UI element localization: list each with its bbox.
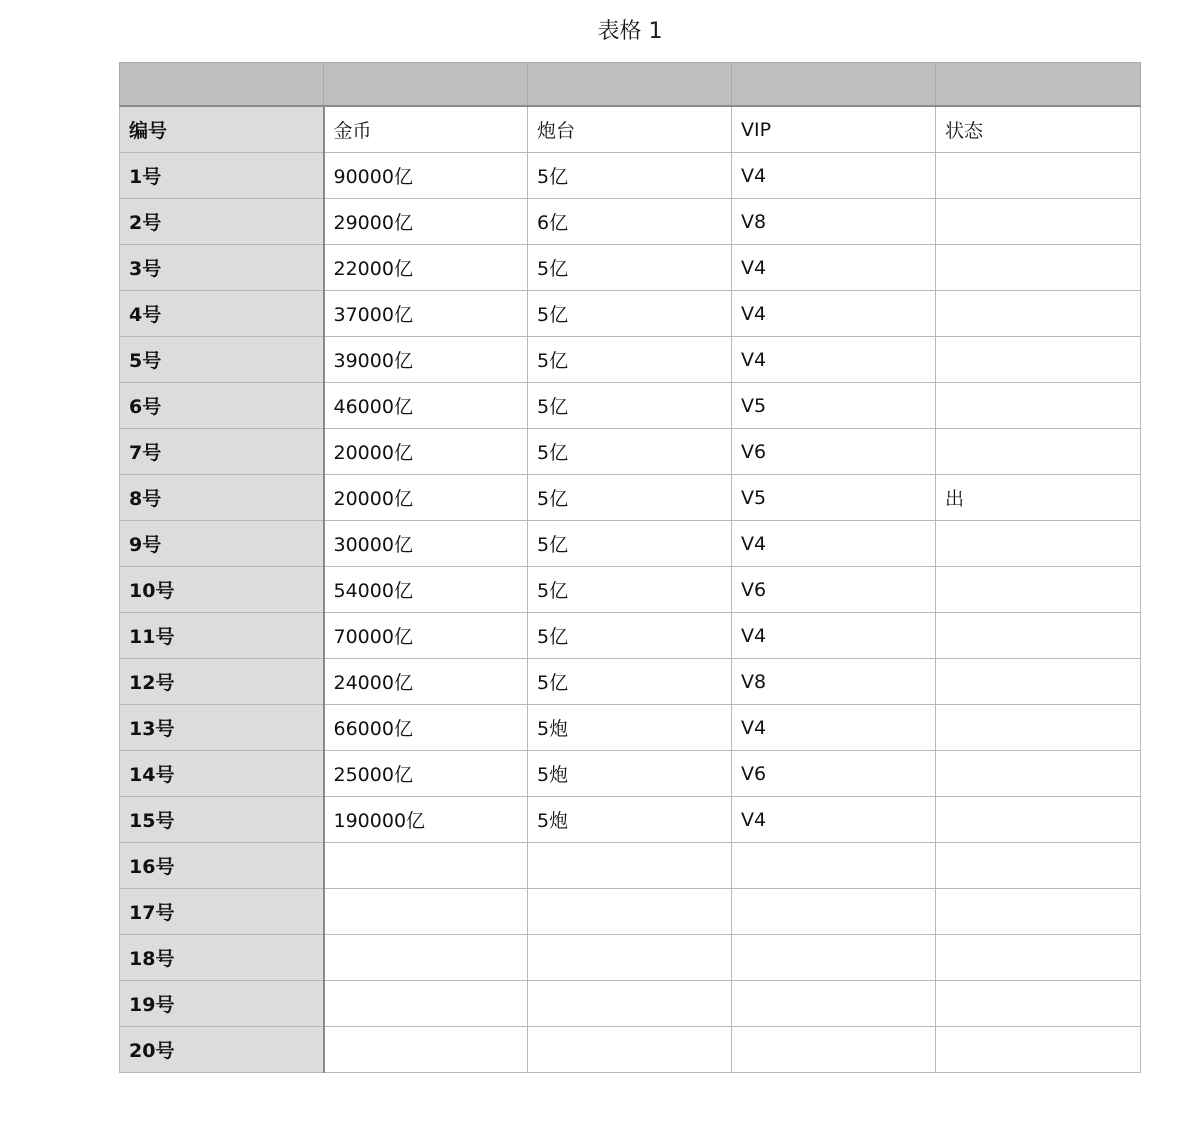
table-row — [120, 291, 1141, 337]
cell-cannon[interactable] — [528, 1027, 732, 1073]
cell-id[interactable]: 8号 — [120, 475, 324, 521]
table-row — [120, 843, 1141, 889]
band-cell[interactable] — [528, 63, 732, 107]
header-cell-cannon[interactable]: 炮台 — [528, 106, 732, 153]
header-band-row — [120, 63, 1141, 107]
cell-coins[interactable]: 66000亿 — [324, 705, 528, 751]
table-row — [120, 383, 1141, 429]
cell-id[interactable]: 6号 — [120, 383, 324, 429]
cell-cannon[interactable] — [528, 981, 732, 1027]
cell-vip[interactable]: V8 — [732, 199, 936, 245]
cell-status[interactable] — [936, 935, 1141, 981]
cell-cannon[interactable]: 5炮 — [528, 797, 732, 843]
table-row — [120, 751, 1141, 797]
cell-vip[interactable]: V8 — [732, 659, 936, 705]
table-row — [120, 429, 1141, 475]
header-cell-vip[interactable]: VIP — [732, 106, 936, 153]
cell-vip[interactable] — [732, 889, 936, 935]
cell-status[interactable] — [936, 337, 1141, 383]
cell-cannon[interactable]: 5亿 — [528, 613, 732, 659]
cell-cannon[interactable] — [528, 935, 732, 981]
table-row — [120, 1027, 1141, 1073]
header-cell-id[interactable]: 编号 — [120, 106, 324, 153]
cell-status[interactable] — [936, 521, 1141, 567]
cell-cannon[interactable]: 5亿 — [528, 337, 732, 383]
cell-id[interactable]: 1号 — [120, 153, 324, 199]
table-row — [120, 935, 1141, 981]
cell-coins[interactable]: 54000亿 — [324, 567, 528, 613]
cell-id[interactable]: 16号 — [120, 843, 324, 889]
cell-id[interactable]: 14号 — [120, 751, 324, 797]
cell-vip[interactable]: V4 — [732, 153, 936, 199]
table-row — [120, 981, 1141, 1027]
cell-id[interactable]: 20号 — [120, 1027, 324, 1073]
header-cell-coins[interactable]: 金币 — [324, 106, 528, 153]
cell-status[interactable] — [936, 199, 1141, 245]
cell-vip[interactable]: V4 — [732, 337, 936, 383]
cell-vip[interactable]: V5 — [732, 383, 936, 429]
cell-id[interactable]: 13号 — [120, 705, 324, 751]
cell-vip[interactable]: V6 — [732, 751, 936, 797]
cell-status[interactable] — [936, 567, 1141, 613]
cell-status[interactable] — [936, 613, 1141, 659]
table-row — [120, 521, 1141, 567]
cell-vip[interactable]: V4 — [732, 245, 936, 291]
cell-coins[interactable]: 70000亿 — [324, 613, 528, 659]
cell-cannon[interactable]: 5炮 — [528, 751, 732, 797]
band-cell[interactable] — [324, 63, 528, 107]
cell-id[interactable]: 7号 — [120, 429, 324, 475]
cell-vip[interactable]: V4 — [732, 613, 936, 659]
band-cell[interactable] — [732, 63, 936, 107]
cell-vip[interactable] — [732, 935, 936, 981]
cell-vip[interactable]: V6 — [732, 567, 936, 613]
cell-cannon[interactable]: 5炮 — [528, 705, 732, 751]
cell-cannon[interactable]: 5亿 — [528, 383, 732, 429]
table-row — [120, 153, 1141, 199]
cell-status[interactable] — [936, 843, 1141, 889]
cell-status[interactable] — [936, 797, 1141, 843]
cell-cannon[interactable]: 5亿 — [528, 153, 732, 199]
cell-status[interactable] — [936, 751, 1141, 797]
cell-id[interactable]: 2号 — [120, 199, 324, 245]
cell-status[interactable] — [936, 245, 1141, 291]
cell-status[interactable] — [936, 1027, 1141, 1073]
table-row — [120, 659, 1141, 705]
cell-id[interactable]: 5号 — [120, 337, 324, 383]
cell-coins[interactable]: 29000亿 — [324, 199, 528, 245]
cell-vip[interactable]: V4 — [732, 291, 936, 337]
cell-vip[interactable]: V4 — [732, 705, 936, 751]
cell-status[interactable] — [936, 429, 1141, 475]
cell-cannon[interactable] — [528, 889, 732, 935]
cell-coins[interactable]: 25000亿 — [324, 751, 528, 797]
cell-cannon[interactable]: 5亿 — [528, 659, 732, 705]
data-table — [119, 62, 1141, 1073]
cell-coins[interactable]: 37000亿 — [324, 291, 528, 337]
column-header-row — [120, 106, 1141, 153]
cell-id[interactable]: 15号 — [120, 797, 324, 843]
cell-coins[interactable] — [324, 843, 528, 889]
table-row — [120, 337, 1141, 383]
cell-cannon[interactable]: 5亿 — [528, 291, 732, 337]
cell-status[interactable] — [936, 981, 1141, 1027]
cell-coins[interactable]: 190000亿 — [324, 797, 528, 843]
cell-cannon[interactable]: 5亿 — [528, 521, 732, 567]
cell-coins[interactable] — [324, 981, 528, 1027]
cell-status[interactable] — [936, 153, 1141, 199]
cell-coins[interactable]: 22000亿 — [324, 245, 528, 291]
cell-id[interactable]: 4号 — [120, 291, 324, 337]
band-cell[interactable] — [120, 63, 324, 107]
cell-id[interactable]: 10号 — [120, 567, 324, 613]
cell-coins[interactable]: 46000亿 — [324, 383, 528, 429]
cell-status[interactable]: 出 — [936, 475, 1141, 521]
cell-coins[interactable]: 24000亿 — [324, 659, 528, 705]
cell-vip[interactable]: V4 — [732, 797, 936, 843]
cell-id[interactable]: 17号 — [120, 889, 324, 935]
cell-vip[interactable] — [732, 1027, 936, 1073]
cell-cannon[interactable]: 5亿 — [528, 429, 732, 475]
cell-cannon[interactable]: 5亿 — [528, 245, 732, 291]
cell-id[interactable]: 12号 — [120, 659, 324, 705]
table-row — [120, 475, 1141, 521]
table-row — [120, 797, 1141, 843]
cell-vip[interactable]: V4 — [732, 521, 936, 567]
table-row — [120, 613, 1141, 659]
table-row — [120, 199, 1141, 245]
cell-status[interactable] — [936, 889, 1141, 935]
cell-coins[interactable]: 30000亿 — [324, 521, 528, 567]
cell-cannon[interactable]: 5亿 — [528, 475, 732, 521]
cell-coins[interactable]: 39000亿 — [324, 337, 528, 383]
table-row — [120, 889, 1141, 935]
cell-vip[interactable]: V5 — [732, 475, 936, 521]
cell-cannon[interactable] — [528, 843, 732, 889]
cell-cannon[interactable]: 6亿 — [528, 199, 732, 245]
table-title: 表格 1 — [597, 19, 663, 44]
cell-coins[interactable]: 90000亿 — [324, 153, 528, 199]
cell-id[interactable]: 19号 — [120, 981, 324, 1027]
cell-id[interactable]: 11号 — [120, 613, 324, 659]
cell-vip[interactable] — [732, 981, 936, 1027]
cell-vip[interactable] — [732, 843, 936, 889]
header-cell-status[interactable]: 状态 — [936, 106, 1141, 153]
cell-id[interactable]: 3号 — [120, 245, 324, 291]
cell-status[interactable] — [936, 659, 1141, 705]
cell-status[interactable] — [936, 383, 1141, 429]
cell-coins[interactable] — [324, 889, 528, 935]
table-row — [120, 705, 1141, 751]
band-cell[interactable] — [936, 63, 1141, 107]
cell-coins[interactable]: 20000亿 — [324, 429, 528, 475]
table-row — [120, 567, 1141, 613]
table-row — [120, 245, 1141, 291]
cell-coins[interactable] — [324, 935, 528, 981]
cell-id[interactable]: 9号 — [120, 521, 324, 567]
cell-coins[interactable]: 20000亿 — [324, 475, 528, 521]
cell-vip[interactable]: V6 — [732, 429, 936, 475]
cell-status[interactable] — [936, 705, 1141, 751]
cell-status[interactable] — [936, 291, 1141, 337]
cell-id[interactable]: 18号 — [120, 935, 324, 981]
cell-cannon[interactable]: 5亿 — [528, 567, 732, 613]
cell-coins[interactable] — [324, 1027, 528, 1073]
